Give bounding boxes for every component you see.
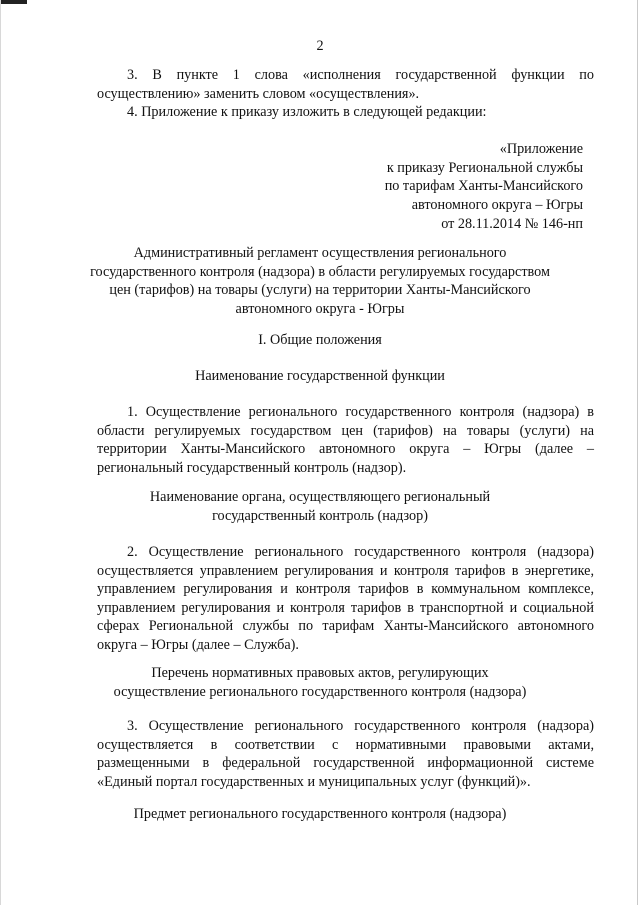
page-edge-right (637, 0, 638, 905)
title-line: автономного округа - Югры (235, 300, 405, 317)
scan-artifact (0, 0, 27, 4)
appendix-line: от 28.11.2014 № 146-нп (441, 215, 583, 232)
page-number: 2 (316, 38, 324, 54)
appendix-line: «Приложение (499, 141, 583, 157)
subheading-line: осуществление регионального государственного контроля (надзора) (113, 683, 527, 700)
subheading-line: Наименование органа, осуществляющего региональный (149, 489, 491, 505)
paragraph-text: 3. Осуществление регионального государственного контроля (надзора) осуществляется в соответствии с нормативными правовыми актами, размещенными в федеральной государственной информационной системе «Единый портал государственных и муниципальных услуг (функций)». (97, 718, 594, 790)
subheading-legal-acts (0, 664, 640, 701)
subheading-line: государственный контроль (надзор) (212, 507, 428, 524)
subheading-function-name (0, 367, 640, 386)
appendix-line: по тарифам Ханты-Мансийского (384, 178, 583, 195)
amendment-item-3: 3. В пункте 1 слова «исполнения государственной функции по осуществлению» заменить словом «осуществления». (97, 67, 594, 102)
subheading-text: Предмет регионального государственного контроля (надзора) (133, 806, 507, 822)
section-title-text: I. Общие положения (258, 332, 382, 348)
title-line: цен (тарифов) на товары (услуги) на территории Ханты-Мансийского (109, 282, 531, 298)
title-line: государственного контроля (надзора) в области регулируемых государством (90, 263, 550, 280)
title-line: Административный регламент осуществления регионального (133, 245, 507, 261)
paragraph-1 (97, 403, 594, 477)
amendment-item-4: 4. Приложение к приказу изложить в следующей редакции: (127, 104, 487, 120)
appendix-line: автономного округа – Югры (411, 197, 583, 214)
paragraph-text: 2. Осуществление регионального государственного контроля (надзора) осуществляется управлением регулирования и контроля тарифов в энергетике, управлением регулирования и контроля тарифов в коммунальном комплексе, управлением регулирования и контроля тарифов в транспортной и социальной сферах Региональной службы по тарифам Ханты-Мансийского автономного округа – Югры (далее – Служба). (97, 544, 594, 653)
appendix-line: к приказу Региональной службы (386, 159, 583, 176)
paragraph-2 (97, 543, 594, 654)
document-title (0, 244, 640, 318)
appendix-header (385, 140, 583, 234)
amendments-block (97, 66, 594, 122)
subheading-authority (0, 488, 640, 525)
subheading-line: Перечень нормативных правовых актов, регулирующих (151, 665, 489, 681)
section-title (0, 331, 640, 350)
subheading-subject (0, 805, 640, 824)
subheading-text: Наименование государственной функции (195, 368, 445, 384)
paragraph-text: 1. Осуществление регионального государственного контроля (надзора) в области регулируемых государством цен (тарифов) на товары (услуги) на территории Ханты-Мансийского автономного округа – Югры (далее – региональный государственный контроль (надзор). (97, 404, 594, 476)
page-edge-left (0, 0, 1, 905)
paragraph-3 (97, 717, 594, 791)
